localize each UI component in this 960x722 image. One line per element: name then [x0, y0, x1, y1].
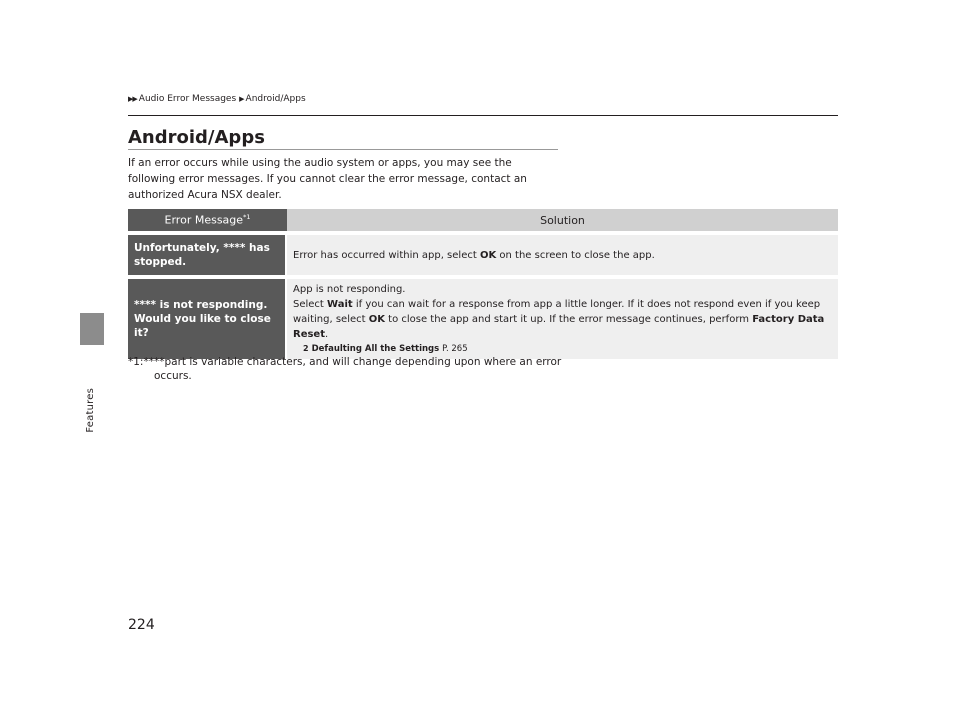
solution-text: if you can wait for a response from app a little longer. If it does not respond even if you keep waiting, select: [293, 299, 821, 325]
breadcrumb: [128, 94, 306, 104]
intro-paragraph: If an error occurs while using the audio system or apps, you may see the following error messages. If you cannot clear the error message, contact an authorized Acura NSX dealer.: [128, 157, 527, 201]
column-header-error-message: [128, 209, 287, 231]
solution-text: Select: [293, 299, 328, 310]
header-divider: [128, 115, 838, 116]
solution-text: Error has occurred within app, select: [293, 249, 480, 261]
reference-arrow-icon: 2: [303, 344, 309, 353]
solution-cell: [287, 235, 838, 275]
error-message-table: [128, 205, 838, 363]
error-message-cell: Unfortunately, **** has stopped.: [128, 235, 287, 275]
solution-cell: [287, 279, 838, 359]
table-header-row: [128, 209, 838, 231]
period: .: [325, 329, 329, 340]
error-message-cell: **** is not responding. Would you like to close it?: [128, 279, 287, 359]
breadcrumb-page[interactable]: Android/Apps: [245, 94, 306, 104]
page-number: 224: [128, 617, 155, 633]
ok-button-label: OK: [368, 314, 385, 325]
breadcrumb-arrow-icon: ▶▶: [128, 95, 137, 103]
factory-reset-label: Factory Data Reset: [293, 314, 825, 340]
column-header-solution: Solution: [287, 209, 838, 231]
table-row: [128, 235, 838, 275]
cross-reference-page: P. 265: [442, 344, 468, 354]
table-row: [128, 279, 838, 359]
cross-reference-title: Defaulting All the Settings: [311, 344, 440, 354]
breadcrumb-section[interactable]: Audio Error Messages: [138, 94, 237, 104]
solution-text: on the screen to close the app.: [496, 249, 655, 261]
ok-button-label: OK: [479, 249, 497, 261]
footnote-marker: *1: [243, 213, 251, 222]
section-side-label: Features: [85, 388, 96, 433]
column-header-error-message-label: Error Message: [164, 213, 244, 227]
title-divider: [128, 149, 558, 150]
breadcrumb-separator-icon: ▶: [239, 95, 244, 103]
page-title: Android/Apps: [128, 127, 265, 148]
section-tab-marker: [80, 313, 104, 345]
cross-reference-link[interactable]: [303, 342, 832, 356]
wait-button-label: Wait: [327, 299, 353, 310]
solution-text: to close the app and start it up. If the error message continues, perform: [384, 314, 753, 325]
solution-line: App is not responding.: [293, 284, 406, 295]
footnote: *1:****part is variable characters, and will change depending upon where an error occurs.: [128, 356, 562, 382]
